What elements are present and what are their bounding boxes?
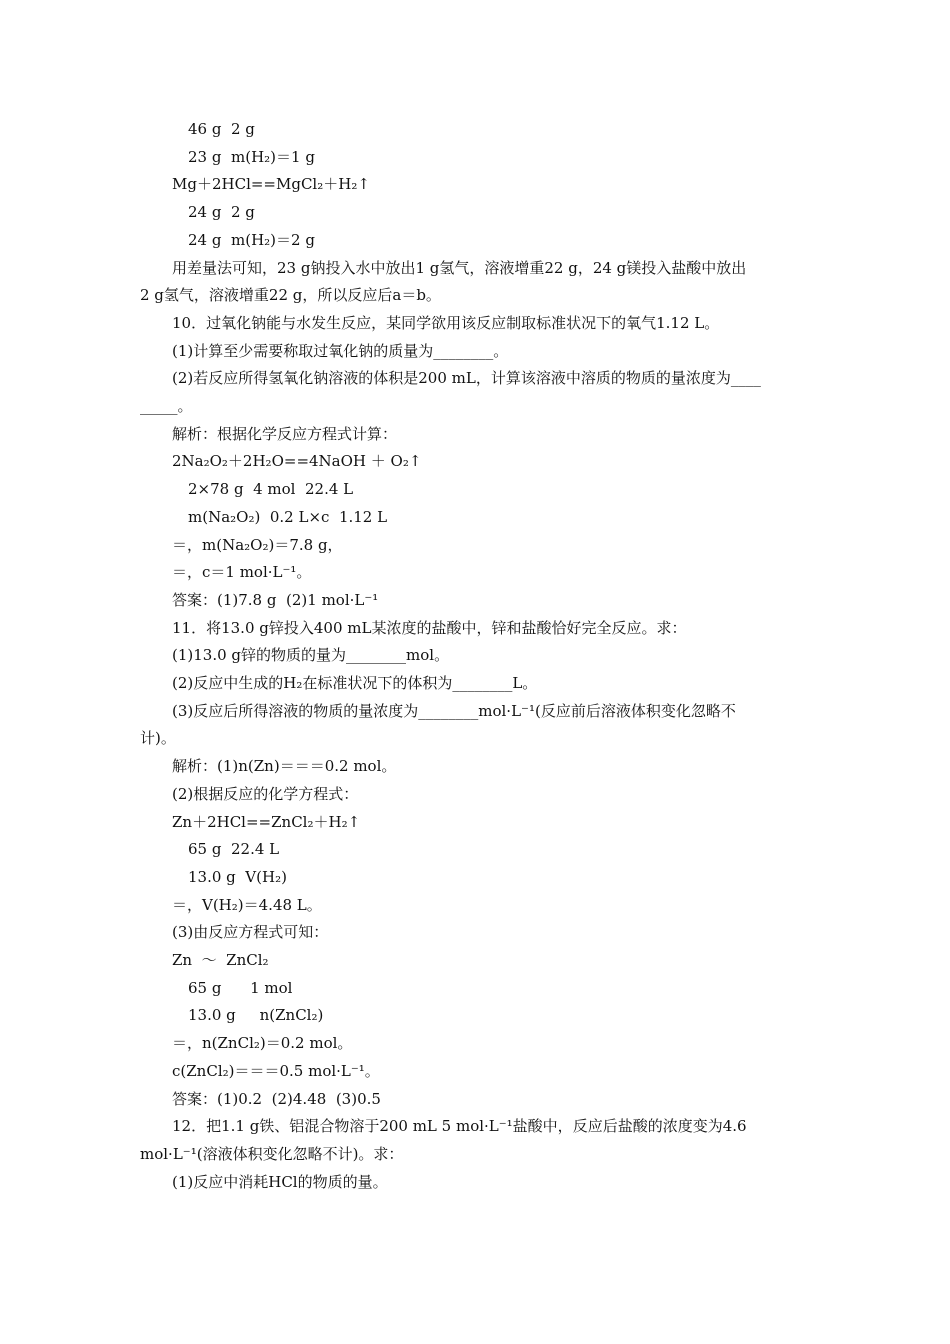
text-line: 计)。 <box>140 729 176 747</box>
text-line: (2)反应中生成的H₂在标准状况下的体积为________L。 <box>172 674 538 692</box>
text-line: 24 g 2 g <box>188 203 255 221</box>
text-line: Zn＋2HCl==ZnCl₂＋H₂↑ <box>172 813 361 831</box>
text-line: ＝，m(Na₂O₂)＝7.8 g， <box>172 536 343 554</box>
text-line: 23 g m(H₂)＝1 g <box>188 148 315 166</box>
text-line: _____。 <box>140 397 193 415</box>
text-line: (3)反应后所得溶液的物质的量浓度为________mol·L⁻¹(反应前后溶液体积变化忽略不 <box>172 702 736 720</box>
text-line: ＝，n(ZnCl₂)＝0.2 mol。 <box>172 1034 353 1052</box>
text-line: m(Na₂O₂) 0.2 L×c 1.12 L <box>188 508 388 526</box>
text-line: 解析：(1)n(Zn)＝＝＝0.2 mol。 <box>172 757 397 775</box>
text-line: 2Na₂O₂＋2H₂O==4NaOH ＋ O₂↑ <box>172 452 422 470</box>
text-line: (1)13.0 g锌的物质的量为________mol。 <box>172 646 450 664</box>
text-line: (2)根据反应的化学方程式： <box>172 785 359 803</box>
text-line: Mg＋2HCl==MgCl₂＋H₂↑ <box>172 175 370 193</box>
text-line: 答案：(1)0.2 (2)4.48 (3)0.5 <box>172 1090 381 1108</box>
text-line: 2×78 g 4 mol 22.4 L <box>188 480 354 498</box>
text-line: 2 g氢气，溶液增重22 g，所以反应后a＝b。 <box>140 286 441 304</box>
text-line: 答案：(1)7.8 g (2)1 mol·L⁻¹ <box>172 591 379 609</box>
text-line: 12．把1.1 g铁、铝混合物溶于200 mL 5 mol·L⁻¹盐酸中，反应后盐酸的浓度变为4.6 <box>172 1117 747 1135</box>
text-line: 65 g 22.4 L <box>188 840 280 858</box>
text-line: c(ZnCl₂)＝＝＝0.5 mol·L⁻¹。 <box>172 1062 380 1080</box>
text-line: 46 g 2 g <box>188 120 255 138</box>
text-line: (3)由反应方程式可知： <box>172 923 329 941</box>
text-line: ＝，V(H₂)＝4.48 L。 <box>172 896 322 914</box>
text-line: (1)反应中消耗HCl的物质的量。 <box>172 1173 388 1191</box>
text-line: 24 g m(H₂)＝2 g <box>188 231 315 249</box>
text-line: 65 g 1 mol <box>188 979 293 997</box>
text-line: 解析：根据化学反应方程式计算： <box>172 425 398 443</box>
text-line: ＝，c＝1 mol·L⁻¹。 <box>172 563 312 581</box>
text-line: (2)若反应所得氢氧化钠溶液的体积是200 mL，计算该溶液中溶质的物质的量浓度为____ <box>172 369 761 387</box>
text-line: (1)计算至少需要称取过氧化钠的质量为________。 <box>172 342 509 360</box>
text-line: 用差量法可知，23 g钠投入水中放出1 g氢气，溶液增重22 g，24 g镁投入盐酸中放出 <box>172 259 747 277</box>
text-line: Zn ～ ZnCl₂ <box>172 951 269 969</box>
text-line: 11．将13.0 g锌投入400 mL某浓度的盐酸中，锌和盐酸恰好完全反应。求： <box>172 619 687 637</box>
text-line: mol·L⁻¹(溶液体积变化忽略不计)。求： <box>140 1145 404 1163</box>
text-line: 13.0 g V(H₂) <box>188 868 287 886</box>
text-line: 10．过氧化钠能与水发生反应，某同学欲用该反应制取标准状况下的氧气1.12 L。 <box>172 314 720 332</box>
text-line: 13.0 g n(ZnCl₂) <box>188 1006 324 1024</box>
